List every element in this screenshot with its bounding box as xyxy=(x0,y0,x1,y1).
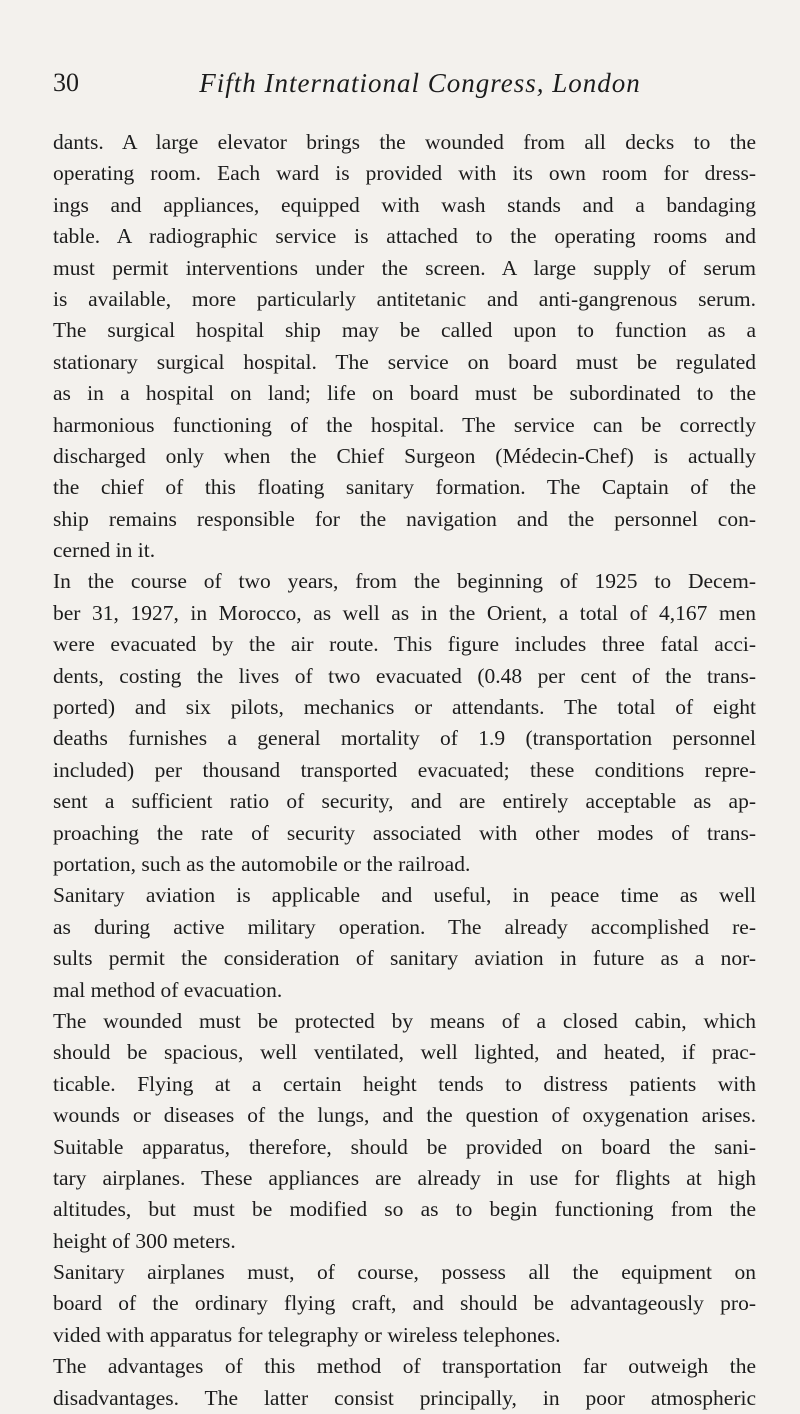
text-line: the chief of this floating sanitary formation. The Captain of the xyxy=(53,475,756,500)
text-line: vided with apparatus for telegraphy or wireless telephones. xyxy=(53,1322,561,1347)
text-line: The advantages of this method of transportation far outweigh the xyxy=(53,1354,756,1379)
text-line: In the course of two years, from the beginning of 1925 to Decem- xyxy=(53,569,756,594)
text-line: ship remains responsible for the navigation and the personnel con- xyxy=(53,506,756,531)
text-line: ticable. Flying at a certain height tends to distress patients with xyxy=(53,1071,756,1096)
text-line: wounds or diseases of the lungs, and the question of oxygenation arises. xyxy=(53,1103,756,1128)
text-line: dents, costing the lives of two evacuated (0.48 per cent of the trans- xyxy=(53,663,756,688)
text-line: operating room. Each ward is provided with its own room for dress- xyxy=(53,161,756,186)
text-line: sent a sufficient ratio of security, and are entirely acceptable as ap- xyxy=(53,789,756,814)
page-header xyxy=(0,66,800,106)
text-line: stationary surgical hospital. The service on board must be regulated xyxy=(53,349,756,374)
text-line: mal method of evacuation. xyxy=(53,977,283,1002)
text-line: as during active military operation. The already accomplished re- xyxy=(53,914,756,939)
text-line: proaching the rate of security associated with other modes of trans- xyxy=(53,820,756,845)
text-line: as in a hospital on land; life on board must be subordinated to the xyxy=(53,381,756,406)
text-line: discharged only when the Chief Surgeon (Médecin-Chef) is actually xyxy=(53,443,756,468)
text-line: ported) and six pilots, mechanics or attendants. The total of eight xyxy=(53,695,756,720)
text-line: is available, more particularly antitetanic and anti-gangrenous serum. xyxy=(53,286,756,311)
text-line: deaths furnishes a general mortality of 1.9 (transportation personnel xyxy=(53,726,756,751)
text-line: ber 31, 1927, in Morocco, as well as in the Orient, a total of 4,167 men xyxy=(53,600,756,625)
text-line: tary airplanes. These appliances are already in use for flights at high xyxy=(53,1165,756,1190)
text-line: height of 300 meters. xyxy=(53,1228,236,1253)
text-line: altitudes, but must be modified so as to begin functioning from the xyxy=(53,1197,756,1222)
text-line: The surgical hospital ship may be called upon to function as a xyxy=(53,318,756,343)
text-line: must permit interventions under the screen. A large supply of serum xyxy=(53,255,756,280)
text-line: cerned in it. xyxy=(53,538,156,563)
running-title: Fifth International Congress, London xyxy=(199,68,641,98)
text-line: should be spacious, well ventilated, well lighted, and heated, if prac- xyxy=(53,1040,756,1065)
text-line: included) per thousand transported evacuated; these conditions repre- xyxy=(53,757,756,782)
text-line: harmonious functioning of the hospital. The service can be correctly xyxy=(53,412,756,437)
text-line: Sanitary airplanes must, of course, possess all the equipment on xyxy=(53,1260,756,1285)
body-text xyxy=(53,127,756,1414)
text-line: dants. A large elevator brings the wounded from all decks to the xyxy=(53,130,756,154)
text-line: sults permit the consideration of sanitary aviation in future as a nor- xyxy=(53,946,756,971)
text-line: portation, such as the automobile or the railroad. xyxy=(53,851,471,876)
page-number: 30 xyxy=(53,68,79,97)
text-line: The wounded must be protected by means of a closed cabin, which xyxy=(53,1008,756,1033)
text-line: table. A radiographic service is attached to the operating rooms and xyxy=(53,224,756,249)
text-line: disadvantages. The latter consist principally, in poor atmospheric xyxy=(53,1385,756,1410)
text-line: ings and appliances, equipped with wash stands and a bandaging xyxy=(53,192,756,217)
text-line: Sanitary aviation is applicable and useful, in peace time as well xyxy=(53,883,756,908)
text-line: were evacuated by the air route. This figure includes three fatal acci- xyxy=(53,632,756,657)
text-line: Suitable apparatus, therefore, should be provided on board the sani- xyxy=(53,1134,756,1159)
text-line: board of the ordinary flying craft, and should be advantageously pro- xyxy=(53,1291,756,1316)
